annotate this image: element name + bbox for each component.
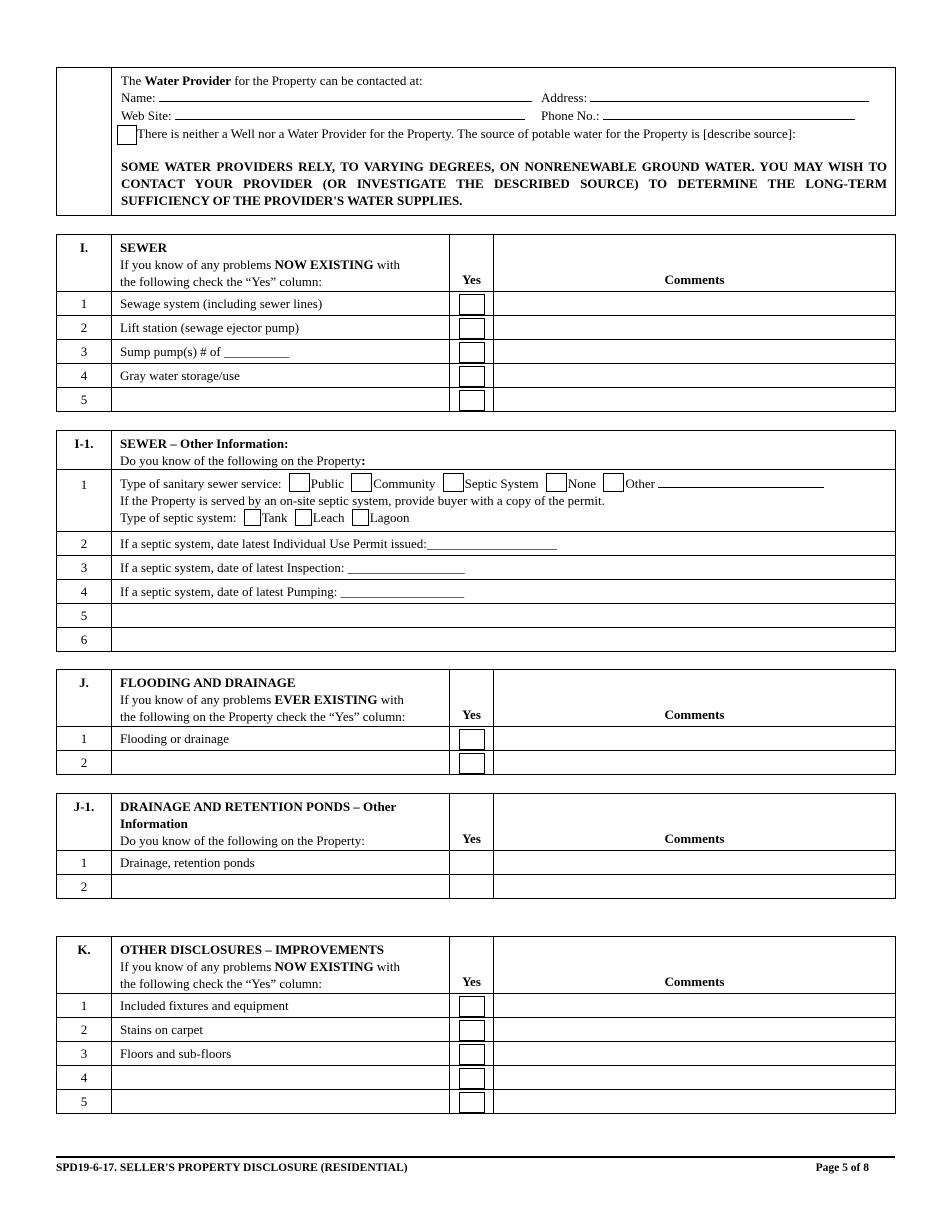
- table-row: 1 Sewage system (including sewer lines): [57, 292, 896, 316]
- section-header: FLOODING AND DRAINAGE If you know of any problems EVER EXISTING with the following on the Property check the “Yes” column:: [112, 670, 450, 727]
- table-row: 6: [57, 628, 896, 652]
- website-phone-line: [121, 107, 887, 125]
- section-number: K.: [57, 937, 112, 994]
- table-row: 2 If a septic system, date latest Individual Use Permit issued:____________________: [57, 532, 896, 556]
- page-footer: [56, 1156, 895, 1174]
- section-title-line2: Information: [120, 816, 188, 831]
- phone-label: Phone No.:: [541, 108, 600, 123]
- table-row: 5: [57, 1090, 896, 1114]
- page-number: Page 5 of 8: [815, 1162, 869, 1174]
- water-left-cell: [57, 68, 112, 216]
- name-address-line: [121, 89, 887, 107]
- sewer-service-line: Type of sanitary sewer service: Public Community Septic System None Other: [120, 473, 887, 492]
- address-field[interactable]: [590, 89, 869, 102]
- comment-cell[interactable]: [494, 340, 896, 364]
- item-input-cell[interactable]: [112, 388, 450, 412]
- section-header: SEWER – Other Information: Do you know of the following on the Property:: [112, 431, 896, 470]
- no-source-checkbox[interactable]: [117, 125, 137, 145]
- comment-cell[interactable]: [494, 751, 896, 775]
- lagoon-checkbox[interactable]: [352, 509, 369, 526]
- yes-checkbox[interactable]: [459, 390, 485, 411]
- footer-form-title: SPD19-6-17. SELLER'S PROPERTY DISCLOSURE (RESIDENTIAL): [56, 1162, 408, 1174]
- water-provider-section: [56, 67, 896, 216]
- yes-column-header: Yes: [450, 235, 494, 292]
- water-intro: The Water Provider for the Property can be contacted at:: [121, 73, 423, 88]
- comment-cell[interactable]: [494, 994, 896, 1018]
- section-title-line1: DRAINAGE AND RETENTION PONDS – Other: [120, 799, 397, 814]
- table-row: 5: [57, 388, 896, 412]
- section-number: I.: [57, 235, 112, 292]
- yes-checkbox[interactable]: [459, 753, 485, 774]
- yes-checkbox[interactable]: [459, 1020, 485, 1041]
- leach-checkbox[interactable]: [295, 509, 312, 526]
- comments-column-header: Comments: [494, 794, 896, 851]
- yes-cell[interactable]: [450, 851, 494, 875]
- community-checkbox[interactable]: [351, 473, 372, 492]
- table-row: 3 Floors and sub-floors: [57, 1042, 896, 1066]
- yes-column-header: Yes: [450, 670, 494, 727]
- yes-checkbox[interactable]: [459, 1092, 485, 1113]
- comments-column-header: Comments: [494, 670, 896, 727]
- yes-checkbox[interactable]: [459, 729, 485, 750]
- other-checkbox[interactable]: [603, 473, 624, 492]
- yes-checkbox[interactable]: [459, 342, 485, 363]
- table-row: 4 Gray water storage/use: [57, 364, 896, 388]
- drainage-table: [56, 793, 896, 899]
- item-input-cell[interactable]: [112, 751, 450, 775]
- address-label: Address:: [541, 90, 588, 105]
- comment-cell[interactable]: [494, 727, 896, 751]
- table-row: 5: [57, 604, 896, 628]
- website-label: Web Site:: [121, 108, 172, 123]
- permit-note: If the Property is served by an on-site septic system, provide buyer with a copy of the permit.: [120, 493, 605, 508]
- table-row: 2: [57, 875, 896, 899]
- name-field[interactable]: [159, 89, 532, 102]
- section-number: J.: [57, 670, 112, 727]
- item-input-cell[interactable]: [112, 1066, 450, 1090]
- yes-column-header: Yes: [450, 794, 494, 851]
- section-header: OTHER DISCLOSURES – IMPROVEMENTS If you know of any problems NOW EXISTING with the following check the “Yes” column:: [112, 937, 450, 994]
- sewer-table: [56, 234, 896, 412]
- tank-checkbox[interactable]: [244, 509, 261, 526]
- yes-cell[interactable]: [450, 875, 494, 899]
- water-warning: SOME WATER PROVIDERS RELY, TO VARYING DEGREES, ON NONRENEWABLE GROUND WATER. YOU MAY WISH TO CONTACT YOUR PROVIDER (OR INVESTIGATE THE DESCRIBED SOURCE) TO DETERMINE THE LONG-TERM SUFFICIENCY OF THE PROVIDER'S WATER SUPPLIES.: [121, 159, 887, 209]
- yes-checkbox[interactable]: [459, 366, 485, 387]
- yes-checkbox[interactable]: [459, 1044, 485, 1065]
- item-input-cell[interactable]: [112, 875, 450, 899]
- section-header: SEWER If you know of any problems NOW EXISTING with the following check the “Yes” column:: [112, 235, 450, 292]
- item-input-cell[interactable]: [112, 1090, 450, 1114]
- none-checkbox[interactable]: [546, 473, 567, 492]
- comment-cell[interactable]: [494, 316, 896, 340]
- table-row: 4 If a septic system, date of latest Pumping: ___________________: [57, 580, 896, 604]
- section-number: J-1.: [57, 794, 112, 851]
- name-label: Name:: [121, 90, 156, 105]
- section-title: OTHER DISCLOSURES – IMPROVEMENTS: [120, 942, 385, 957]
- other-field[interactable]: [658, 475, 824, 488]
- comment-cell[interactable]: [494, 1018, 896, 1042]
- table-row: 3 If a septic system, date of latest Inspection: __________________: [57, 556, 896, 580]
- yes-checkbox[interactable]: [459, 318, 485, 339]
- yes-checkbox[interactable]: [459, 996, 485, 1017]
- comment-cell[interactable]: [494, 875, 896, 899]
- septic-type-line: Type of septic system: Tank Leach Lagoon: [120, 510, 410, 525]
- item-input-cell[interactable]: [112, 604, 896, 628]
- website-field[interactable]: [175, 107, 525, 120]
- comment-cell[interactable]: [494, 292, 896, 316]
- table-row: 2: [57, 751, 896, 775]
- comments-column-header: Comments: [494, 937, 896, 994]
- comment-cell[interactable]: [494, 388, 896, 412]
- table-row: 1 Type of sanitary sewer service: Public Community Septic System None Other If the Property is served by an on-site septic system, provide buyer with a copy of the permit. Type of septic system: Tank Leach Lagoon: [57, 470, 896, 532]
- table-row: 2 Lift station (sewage ejector pump): [57, 316, 896, 340]
- table-row: 1 Drainage, retention ponds: [57, 851, 896, 875]
- comment-cell[interactable]: [494, 1066, 896, 1090]
- comment-cell[interactable]: [494, 851, 896, 875]
- water-provider-content: [112, 68, 896, 216]
- comment-cell[interactable]: [494, 364, 896, 388]
- table-row: 1 Flooding or drainage: [57, 727, 896, 751]
- no-source-text: There is neither a Well nor a Water Provider for the Property. The source of potable water for the Property is [describe source]:: [137, 126, 796, 141]
- item-input-cell[interactable]: [112, 628, 896, 652]
- no-source-line: [117, 125, 887, 145]
- table-row: 3 Sump pump(s) # of __________: [57, 340, 896, 364]
- section-title: FLOODING AND DRAINAGE: [120, 675, 296, 690]
- table-row: 4: [57, 1066, 896, 1090]
- septic-system-checkbox[interactable]: [443, 473, 464, 492]
- yes-checkbox[interactable]: [459, 294, 485, 315]
- yes-checkbox[interactable]: [459, 1068, 485, 1089]
- public-checkbox[interactable]: [289, 473, 310, 492]
- section-header: DRAINAGE AND RETENTION PONDS – Other Information Do you know of the following on the Property:: [112, 794, 450, 851]
- comments-column-header: Comments: [494, 235, 896, 292]
- yes-column-header: Yes: [450, 937, 494, 994]
- table-row: 1 Included fixtures and equipment: [57, 994, 896, 1018]
- phone-field[interactable]: [603, 107, 855, 120]
- section-title: SEWER – Other Information:: [120, 436, 289, 451]
- comment-cell[interactable]: [494, 1090, 896, 1114]
- comment-cell[interactable]: [494, 1042, 896, 1066]
- other-disclosures-table: [56, 936, 896, 1114]
- table-row: 2 Stains on carpet: [57, 1018, 896, 1042]
- section-title: SEWER: [120, 240, 167, 255]
- sewer-other-table: [56, 430, 896, 652]
- flooding-table: [56, 669, 896, 775]
- section-number: I-1.: [57, 431, 112, 470]
